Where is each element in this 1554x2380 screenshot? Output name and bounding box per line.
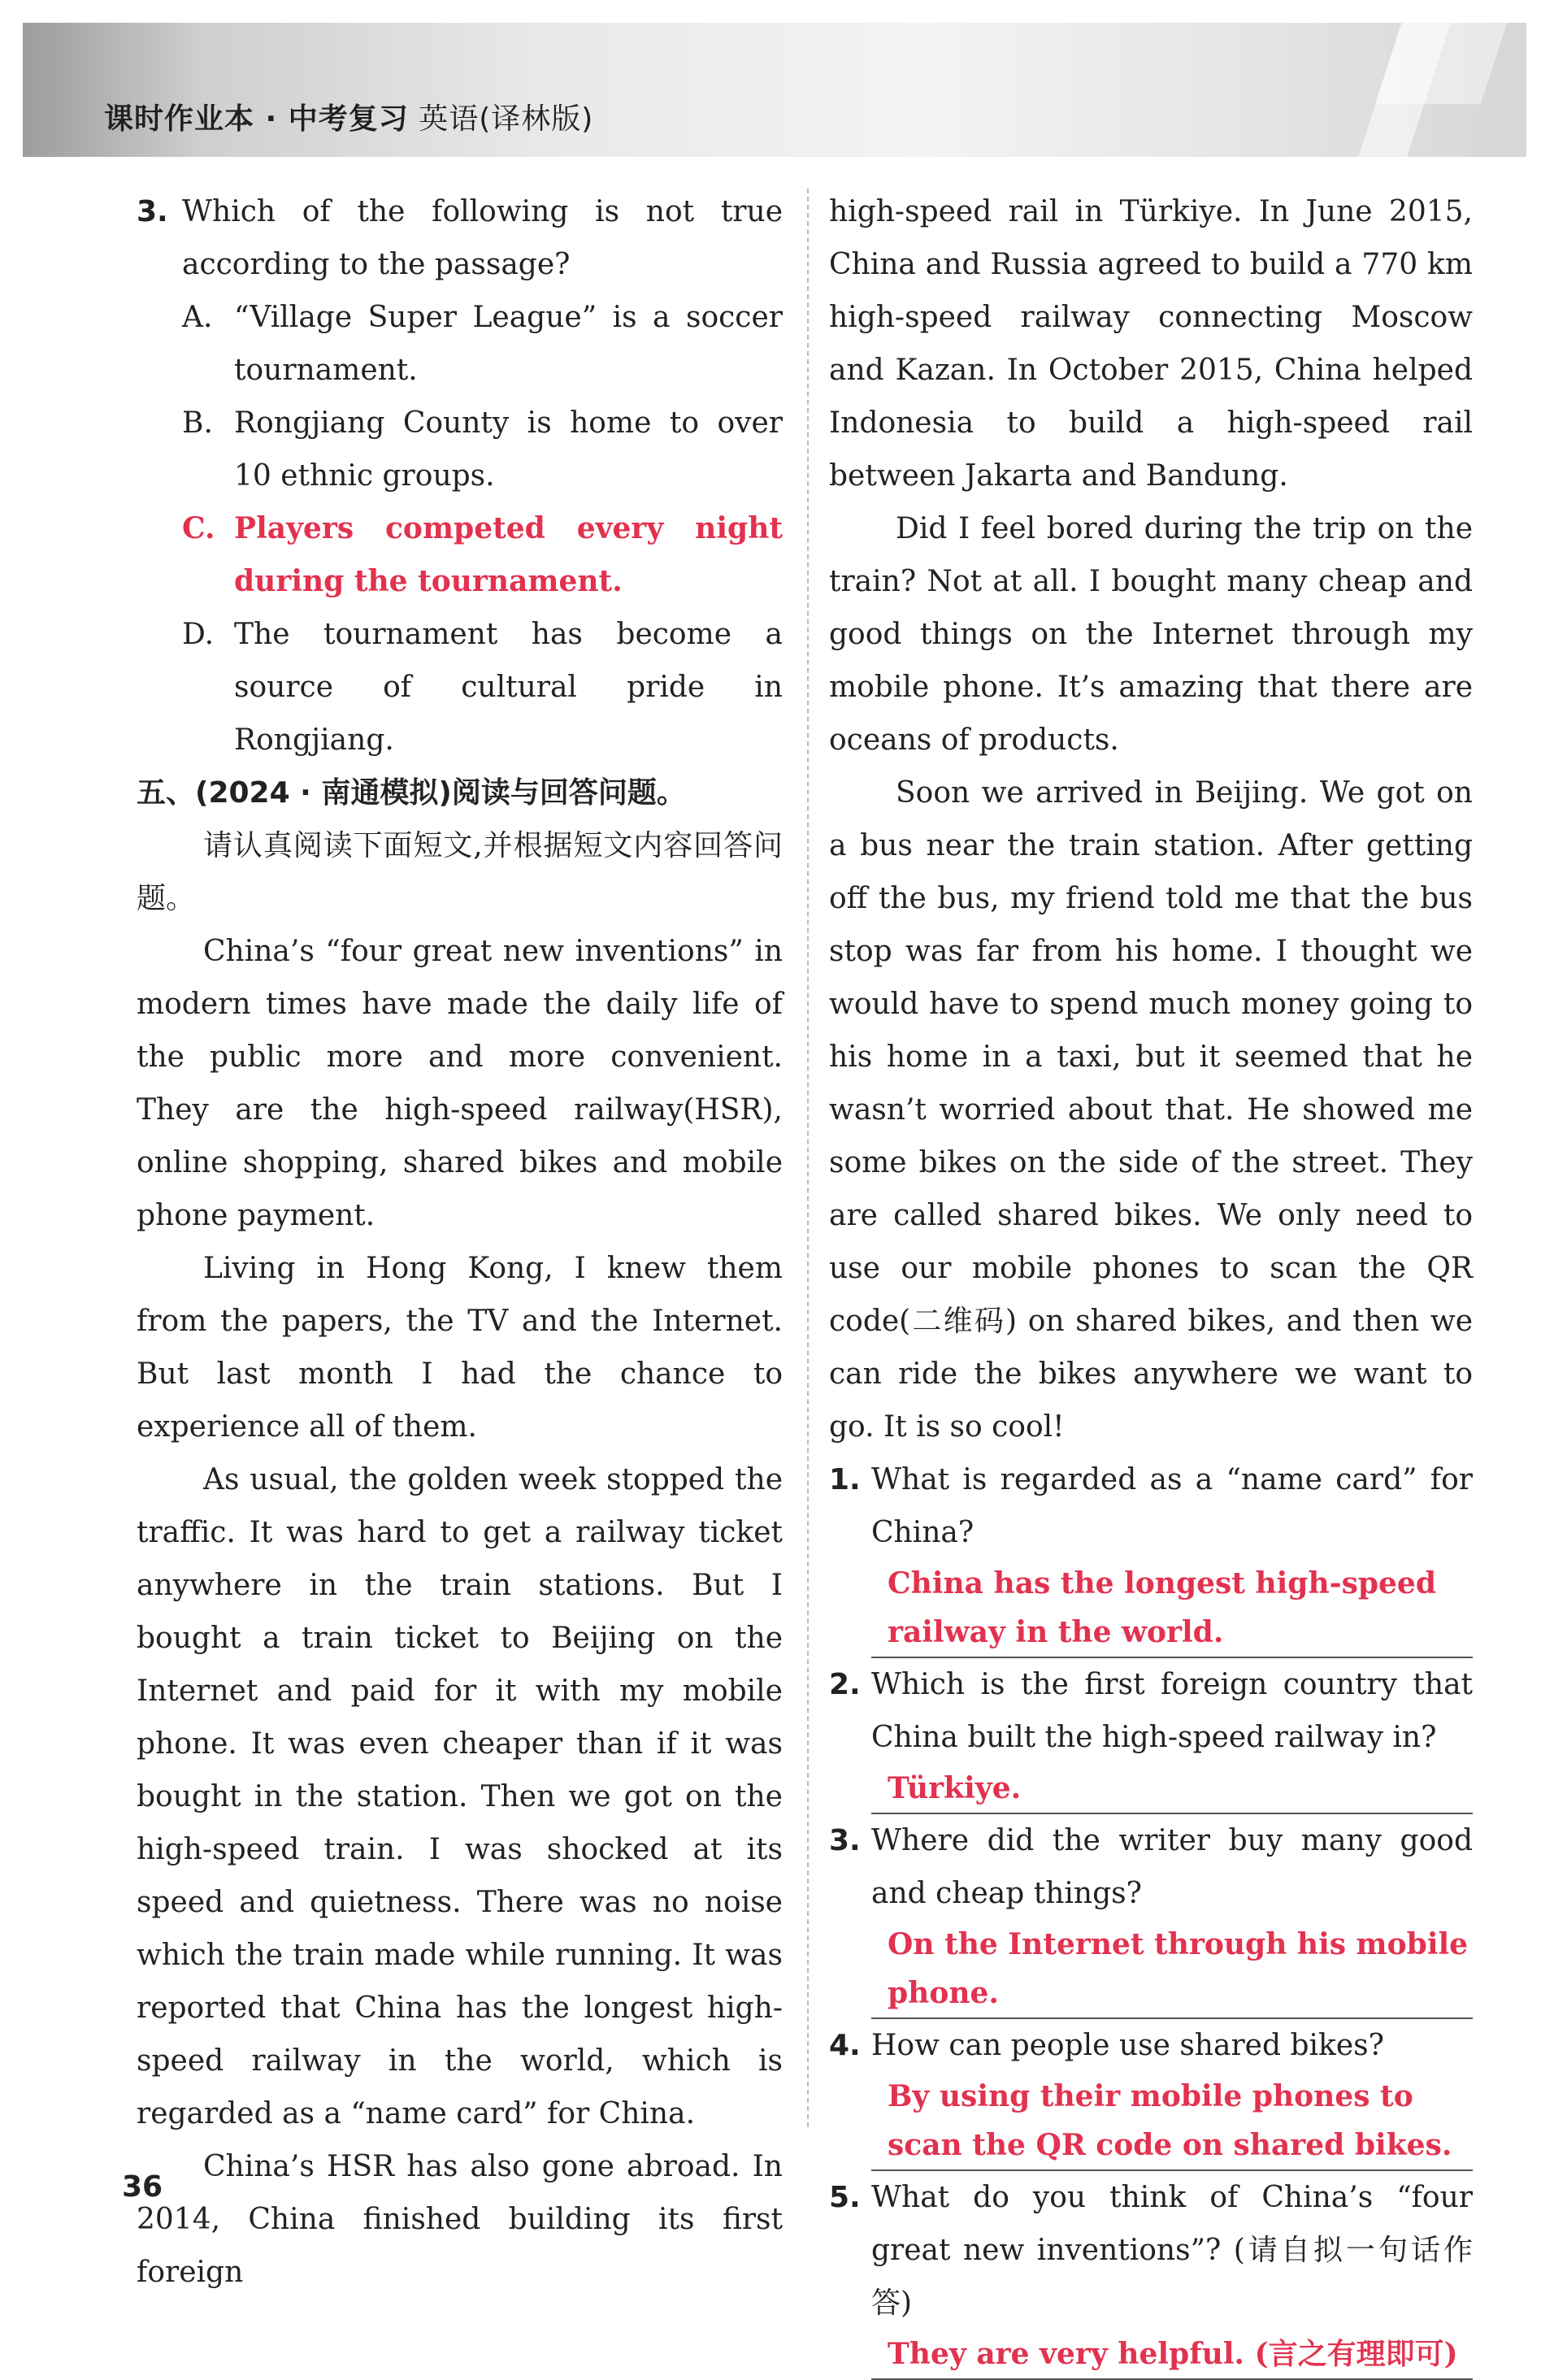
option-label: C. xyxy=(182,511,215,545)
question-3 xyxy=(829,1814,1473,1920)
column-divider xyxy=(807,189,809,2127)
left-column xyxy=(137,185,783,2299)
right-column xyxy=(829,185,1473,2380)
question-number: 3. xyxy=(829,1824,861,1857)
section-instructions: 请认真阅读下面短文,并根据短文内容回答问题。 xyxy=(137,829,783,915)
question-number: 3. xyxy=(137,195,168,228)
passage-paragraph: China’s HSR has also gone abroad. In 2014, China finished building its first foreign xyxy=(137,2150,783,2289)
passage-paragraph: high-speed rail in Türkiye. In June 2015, China and Russia agreed to build a 770 km high-speed railway connecting Moscow and Kazan. In October 2015, China helped Indonesia to build a high-speed rail between Jakarta and Bandung. xyxy=(829,195,1473,493)
answer-line: By using their mobile phones to scan the QR code on shared bikes. xyxy=(871,2072,1473,2171)
option-d xyxy=(182,608,783,767)
question-5 xyxy=(829,2171,1473,2330)
question-number: 5. xyxy=(829,2181,861,2214)
passage-paragraph: As usual, the golden week stopped the traffic. It was hard to get a railway ticket anywhere in the train stations. But I bought a train ticket to Beijing on the Internet and paid for it with my mobile phone. It was even cheaper than if it was bought in the station. Then we got on the high-speed train. I was shocked at its speed and quietness. There was no noise which the train made while running. It was reported that China has the longest high-speed railway in the world, which is regarded as a “name card” for China. xyxy=(137,1463,783,2130)
passage-paragraph: Soon we arrived in Beijing. We got on a bus near the train station. After getting off the bus, my friend told me that the bus stop was far from his home. I thought we would have to spend much money going to his home in a taxi, but it seemed that he wasn’t worried about that. He showed me some bikes on the side of the street. They are called shared bikes. We only need to use our mobile phones to scan the QR code(二维码) on shared bikes, and then we can ride the bikes anywhere we want to go. It is so cool! xyxy=(829,776,1473,1444)
option-text: Players competed every night during the tournament. xyxy=(234,511,783,598)
question-3 xyxy=(137,185,783,291)
section-heading: 五、(2024 · 南通模拟)阅读与回答问题。 xyxy=(137,776,686,810)
option-text: The tournament has become a source of cultural pride in Rongjiang. xyxy=(234,618,783,757)
header-decoration xyxy=(1375,23,1507,104)
question-number: 2. xyxy=(829,1668,861,1701)
page-number: 36 xyxy=(122,2170,163,2204)
option-text: Rongjiang County is home to over 10 ethnic groups. xyxy=(234,406,783,493)
option-b xyxy=(182,397,783,502)
question-text: What is regarded as a “name card” for China? xyxy=(871,1463,1473,1549)
passage-paragraph: Did I feel bored during the trip on the train? Not at all. I bought many cheap and good things on the Internet through my mobile phone. It’s amazing that there are oceans of products. xyxy=(829,512,1473,757)
book-title-main: 课时作业本 · 中考复习 xyxy=(104,102,409,136)
question-text: What do you think of China’s “four great new inventions”? (请自拟一句话作答) xyxy=(871,2181,1473,2320)
passage-paragraph: China’s “four great new inventions” in modern times have made the daily life of the public more and more convenient. They are the high-speed railway(HSR), online shopping, shared bikes and mobile phone payment. xyxy=(137,935,783,1232)
question-text: How can people use shared bikes? xyxy=(871,2029,1384,2062)
answer-line: China has the longest high-speed railway in the world. xyxy=(871,1559,1473,1658)
question-text: Which of the following is not true according to the passage? xyxy=(182,195,783,281)
answer-line: They are very helpful. (言之有理即可) xyxy=(871,2330,1473,2380)
option-text: “Village Super League” is a soccer tournament. xyxy=(234,301,783,387)
question-number: 1. xyxy=(829,1463,861,1496)
option-label: A. xyxy=(182,301,213,334)
book-title-edition: 英语(译林版) xyxy=(419,102,594,136)
option-a xyxy=(182,291,783,397)
question-4 xyxy=(829,2019,1473,2072)
passage-paragraph: Living in Hong Kong, I knew them from the papers, the TV and the Internet. But last month I had the chance to experience all of them. xyxy=(137,1252,783,1444)
question-1 xyxy=(829,1453,1473,1559)
question-2 xyxy=(829,1658,1473,1764)
answer-line: On the Internet through his mobile phone. xyxy=(871,1920,1473,2019)
question-number: 4. xyxy=(829,2029,861,2062)
option-c-correct xyxy=(182,502,783,608)
option-label: D. xyxy=(182,618,215,651)
question-text: Where did the writer buy many good and cheap things? xyxy=(871,1824,1473,1910)
question-text: Which is the first foreign country that China built the high-speed railway in? xyxy=(871,1668,1473,1754)
option-label: B. xyxy=(182,406,213,440)
answer-line: Türkiye. xyxy=(871,1764,1473,1814)
book-title xyxy=(104,96,593,137)
